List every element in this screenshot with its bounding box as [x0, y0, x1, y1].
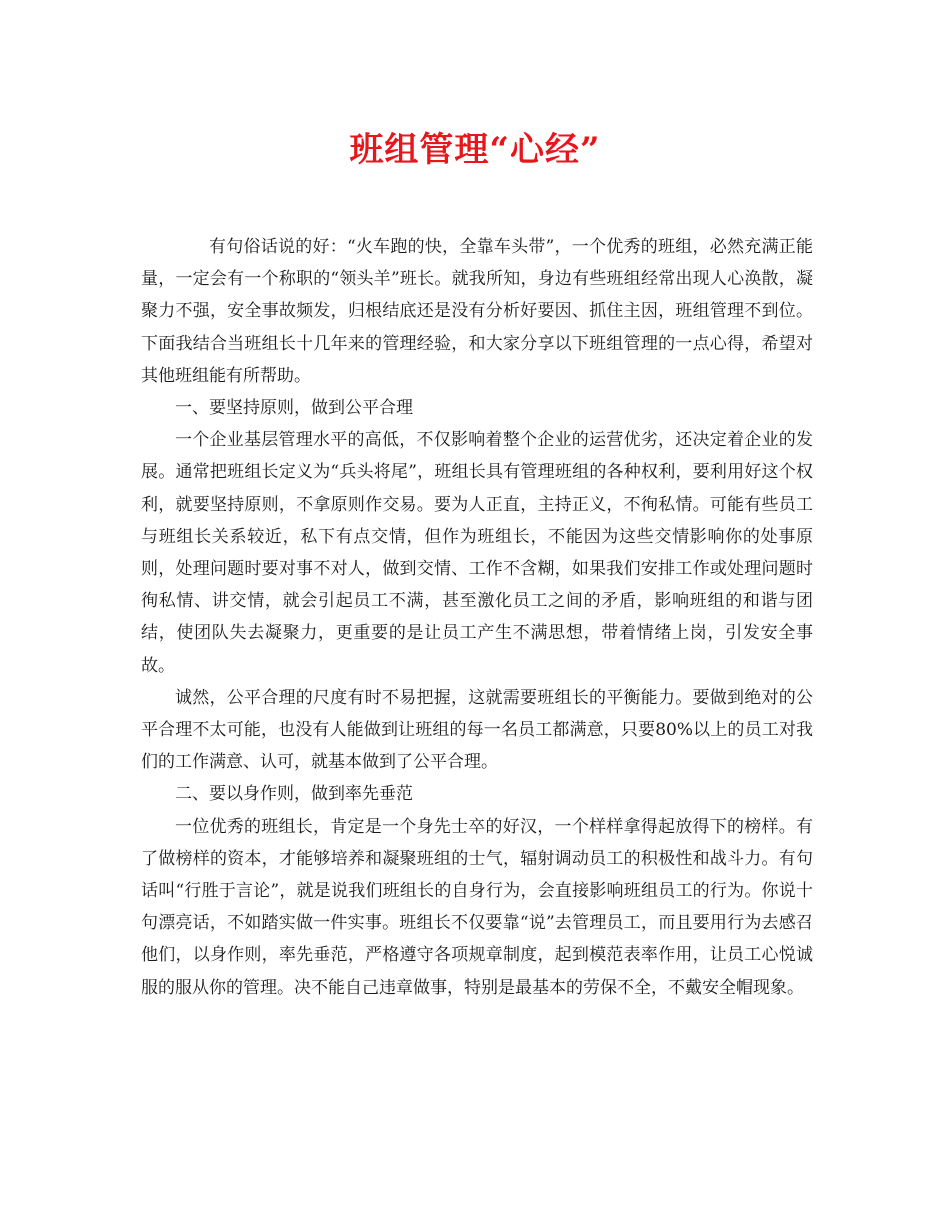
intro-paragraph: 有句俗话说的好：“火车跑的快，全靠车头带”，一个优秀的班组，必然充满正能量，一定会有一个称职的“领头羊”班长。就我所知，身边有些班组经常出现人心涣散，凝聚力不强，安全事故频发，归根结底还是没有分析好要因、抓住主因，班组管理不到位。下面我结合当班组长十几年来的管理经验，和大家分享以下班组管理的一点心得，希望对其他班组能有所帮助。	[141, 237, 813, 386]
section-2-paragraph-1: 一位优秀的班组长，肯定是一个身先士卒的好汉，一个样样拿得起放得下的榜样。有了做榜样的资本，才能够培养和凝聚班组的士气，辐射调动员工的积极性和战斗力。有句话叫“行胜于言论”，就是说我们班组长的自身行为，会直接影响班组员工的行为。你说十句漂亮话，不如踏实做一件实事。班组长不仅要靠“说”去管理员工，而且要用行为去感召他们，以身作则，率先垂范，严格遵守各项规章制度，起到模范表率作用，让员工心悦诚服的服从你的管理。决不能自己违章做事，特别是最基本的劳保不全，不戴安全帽现象。	[141, 816, 813, 998]
document-title: 班组管理“心经”	[349, 130, 601, 170]
section-heading-2: 二、要以身作则，做到率先垂范	[175, 784, 413, 805]
section-heading-1: 一、要坚持原则，做到公平合理	[175, 398, 413, 419]
section-1-paragraph-2: 诚然，公平合理的尺度有时不易把握，这就需要班组长的平衡能力。要做到绝对的公平合理不太可能，也没有人能做到让班组的每一名员工都满意，只要80%以上的员工对我们的工作满意、认可，就基本做到了公平合理。	[141, 687, 813, 773]
section-1-paragraph-1: 一个企业基层管理水平的高低，不仅影响着整个企业的运营优劣，还决定着企业的发展。通常把班组长定义为“兵头将尾”，班组长具有管理班组的各种权利，要利用好这个权利，就要坚持原则，不拿原则作交易。要为人正直，主持正义，不徇私情。可能有些员工与班组长关系较近，私下有点交情，但作为班组长，不能因为这些交情影响你的处事原则，处理问题时要对事不对人，做到交情、工作不含糊，如果我们安排工作或处理问题时徇私情、讲交情，就会引起员工不满，甚至激化员工之间的矛盾，影响班组的和谐与团结，使团队失去凝聚力，更重要的是让员工产生不满思想，带着情绪上岗，引发安全事故。	[141, 430, 813, 676]
document-body	[141, 231, 813, 1004]
